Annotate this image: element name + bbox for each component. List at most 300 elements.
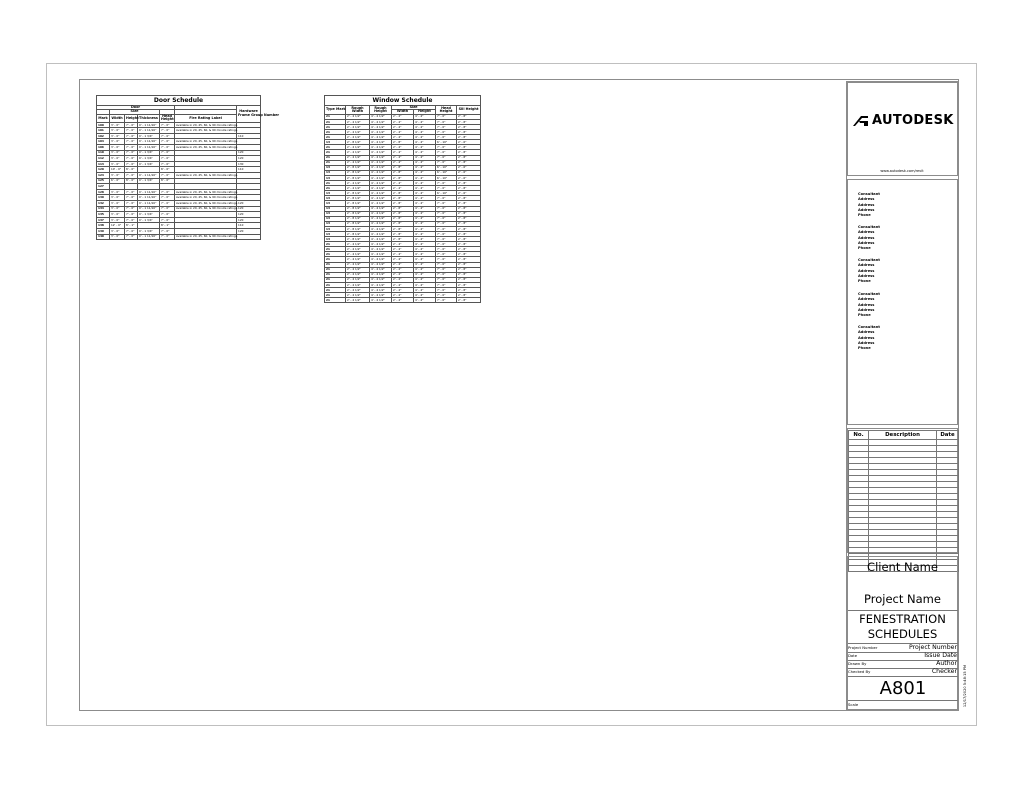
- window-cell: 2' - 8": [457, 211, 481, 216]
- window-cell: 21: [325, 242, 346, 247]
- window-cell: 6' - 10": [436, 191, 457, 196]
- door-cell: 6' - 0": [110, 178, 125, 184]
- window-cell: 2' - 8": [457, 247, 481, 252]
- window-cell: 4' - 4 1/2": [370, 201, 392, 206]
- consultant-line: Address: [858, 297, 875, 302]
- consultant-line: Consultant: [858, 325, 881, 329]
- window-cell: 4' - 4": [414, 125, 436, 130]
- door-cell: 0' - 1 3/4": [138, 161, 160, 167]
- window-cell: 4' - 4": [414, 145, 436, 150]
- window-cell: 2' - 4": [392, 272, 414, 277]
- window-cell: 21: [325, 150, 346, 155]
- window-cell: 2' - 8": [457, 282, 481, 287]
- consultant-block: [858, 225, 880, 251]
- window-cell: 7' - 0": [436, 201, 457, 206]
- window-cell: 4' - 4 1/2": [370, 211, 392, 216]
- door-cell: 0' - 1 11/16": [138, 200, 160, 206]
- window-cell: 7' - 0": [436, 186, 457, 191]
- door-col-fire-rating: Fire Rating Label: [175, 114, 237, 122]
- window-cell: 7' - 0": [436, 114, 457, 119]
- window-cell: 13: [325, 140, 346, 145]
- door-cell: 104: [97, 139, 110, 145]
- consultant-line: Phone: [858, 313, 871, 318]
- window-cell: 2' - 4 1/2": [346, 298, 370, 303]
- window-cell: 2' - 6": [457, 191, 481, 196]
- window-cell: 4' - 4 1/2": [370, 130, 392, 135]
- door-cell: 110: [97, 150, 110, 156]
- door-cell: [237, 234, 261, 240]
- door-schedule-title: Door Schedule: [96, 95, 261, 105]
- window-cell: 4' - 4": [414, 130, 436, 135]
- window-cell: 2' - 4 1/2": [346, 150, 370, 155]
- door-size-header: Size: [110, 110, 160, 114]
- window-cell: 21: [325, 114, 346, 119]
- door-cell: 3' - 0": [110, 234, 125, 240]
- window-cell: 2' - 6": [457, 170, 481, 175]
- window-cell: 4' - 4 1/2": [370, 175, 392, 180]
- window-cell: 4' - 4 1/2": [370, 216, 392, 221]
- door-cell: 7' - 0": [125, 206, 138, 212]
- door-cell: 7' - 0": [160, 145, 175, 151]
- window-cell: 2' - 8": [457, 201, 481, 206]
- scale-label: Scale: [848, 702, 859, 707]
- window-cell: 4' - 4": [414, 247, 436, 252]
- window-cell: 21: [325, 160, 346, 165]
- autodesk-logo-icon: [852, 114, 869, 126]
- window-cell: 4' - 4 1/2": [370, 206, 392, 211]
- door-cell: 7' - 0": [160, 234, 175, 240]
- window-cell: 7' - 0": [436, 226, 457, 231]
- door-cell: 12' - 0": [110, 223, 125, 229]
- consultant-line: Address: [858, 268, 875, 273]
- door-cell: 120: [237, 150, 261, 156]
- window-cell: 4' - 4 1/2": [370, 155, 392, 160]
- door-cell: Available in 20, 45, 60, & 90 minute ratings.: [176, 128, 238, 133]
- window-cell: 4' - 4": [414, 150, 436, 155]
- window-cell: 13: [325, 206, 346, 211]
- window-cell: 2' - 4 1/2": [346, 247, 370, 252]
- door-cell: Available in 20, 45, 60, & 90 minute ratings.: [176, 144, 238, 149]
- door-cell: 0' - 1 11/16": [138, 145, 160, 151]
- door-cell: 7' - 0": [125, 156, 138, 162]
- window-cell: 2' - 4": [392, 186, 414, 191]
- window-cell: 4' - 4 1/2": [370, 257, 392, 262]
- consultant-line: Address: [858, 235, 875, 240]
- consultant-line: Address: [858, 207, 875, 212]
- field-key: Date: [848, 653, 858, 658]
- window-cell: 4' - 4 1/2": [370, 186, 392, 191]
- window-cell: 2' - 4": [392, 119, 414, 124]
- window-cell: 4' - 4": [414, 181, 436, 186]
- door-cell: 7' - 0": [160, 206, 175, 212]
- door-cell: 3' - 0": [110, 206, 125, 212]
- window-cell: 2' - 4 1/2": [346, 282, 370, 287]
- window-cell: 4' - 4 1/2": [370, 181, 392, 186]
- door-cell: 7' - 0": [125, 128, 138, 134]
- window-cell: 7' - 0": [436, 272, 457, 277]
- window-cell: 4' - 4": [414, 277, 436, 282]
- window-cell: 2' - 4 1/2": [346, 114, 370, 119]
- window-cell: 4' - 4 1/2": [370, 145, 392, 150]
- door-cell: 127: [97, 184, 110, 190]
- door-cell: 7' - 0": [125, 234, 138, 240]
- window-cell: 13: [325, 170, 346, 175]
- window-cell: 7' - 0": [436, 125, 457, 130]
- window-cell: 2' - 8": [457, 226, 481, 231]
- window-cell: 2' - 8": [457, 119, 481, 124]
- window-cell: 13: [325, 165, 346, 170]
- window-cell: 2' - 8": [457, 288, 481, 293]
- window-cell: 2' - 4": [392, 135, 414, 140]
- window-cell: 7' - 0": [436, 262, 457, 267]
- window-cell: 2' - 4 1/2": [346, 119, 370, 124]
- window-cell: 21: [325, 145, 346, 150]
- window-cell: 2' - 4 1/2": [346, 262, 370, 267]
- window-cell: 4' - 4 1/2": [370, 247, 392, 252]
- door-col-head-height: Head Height: [161, 113, 174, 122]
- window-cell: 21: [325, 282, 346, 287]
- door-cell: 0' - 1 11/16": [138, 234, 160, 240]
- window-cell: 4' - 4 1/2": [370, 119, 392, 124]
- window-schedule-title: Window Schedule: [324, 95, 481, 105]
- consultant-line: Consultant: [858, 225, 881, 229]
- window-cell: 4' - 4 1/2": [370, 150, 392, 155]
- window-cell: 4' - 4": [414, 257, 436, 262]
- window-col-type-mark: Type Mark: [325, 106, 346, 115]
- door-cell: 7' - 0": [125, 217, 138, 223]
- window-cell: 4' - 4": [414, 262, 436, 267]
- door-cell: Available in 20, 45, 60, & 90 minute ratings.: [176, 195, 238, 200]
- door-cell: 120: [237, 156, 261, 162]
- consultant-block: [858, 192, 880, 218]
- window-cell: 2' - 4 1/2": [346, 242, 370, 247]
- window-cell: 2' - 8": [392, 216, 414, 221]
- door-cell: 3' - 0": [110, 145, 125, 151]
- door-cell: 7' - 0": [125, 150, 138, 156]
- door-cell: 8' - 1": [125, 223, 138, 229]
- window-cell: 13: [325, 216, 346, 221]
- window-cell: 2' - 8": [457, 145, 481, 150]
- door-cell: 7' - 0": [125, 145, 138, 151]
- field-value: Project Number: [909, 644, 957, 651]
- consultant-line: Address: [858, 263, 875, 268]
- window-cell: 2' - 8": [457, 186, 481, 191]
- window-cell: 4' - 4": [414, 170, 436, 175]
- window-cell: 2' - 4": [392, 160, 414, 165]
- window-cell: 2' - 4": [392, 155, 414, 160]
- door-cell: 7' - 0": [160, 133, 175, 139]
- window-cell: 4' - 4 1/2": [370, 191, 392, 196]
- door-cell: 3' - 0": [110, 217, 125, 223]
- window-cell: 7' - 0": [436, 160, 457, 165]
- consultant-block: [858, 258, 880, 284]
- window-cell: 13: [325, 211, 346, 216]
- door-cell: 3' - 0": [110, 172, 125, 178]
- window-cell: 2' - 4 1/2": [346, 155, 370, 160]
- window-cell: 13: [325, 191, 346, 196]
- door-cell: 3' - 0": [110, 212, 125, 218]
- window-cell: 2' - 8 1/2": [346, 175, 370, 180]
- window-cell: 2' - 4": [392, 282, 414, 287]
- window-cell: 4' - 4 1/2": [370, 252, 392, 257]
- door-cell: 3' - 0": [110, 161, 125, 167]
- door-cell: 135: [97, 212, 110, 218]
- window-cell: 7' - 0": [436, 267, 457, 272]
- window-cell: 4' - 4 1/2": [370, 288, 392, 293]
- window-cell: 2' - 8 1/2": [346, 170, 370, 175]
- window-cell: 2' - 4": [392, 114, 414, 119]
- door-cell: Available in 20, 45, 60, & 90 minute ratings.: [176, 234, 238, 239]
- window-cell: 2' - 8": [457, 267, 481, 272]
- window-cell: 21: [325, 262, 346, 267]
- field-key: Project Number: [848, 645, 878, 650]
- window-cell: 2' - 8 1/2": [346, 226, 370, 231]
- door-cell: 3' - 0": [110, 150, 125, 156]
- field-value: Issue Date: [924, 652, 957, 659]
- door-cell: 7' - 0": [125, 212, 138, 218]
- door-col-height: Height: [125, 114, 138, 122]
- window-cell: 21: [325, 125, 346, 130]
- window-col-rough-width: Rough Width: [346, 106, 370, 115]
- door-cell: 7' - 0": [160, 122, 175, 128]
- door-cell: 102: [97, 133, 110, 139]
- door-cell: 138: [97, 223, 110, 229]
- door-cell: 3' - 0": [110, 228, 125, 234]
- window-cell: 2' - 4 1/2": [346, 257, 370, 262]
- title-divider: [848, 610, 958, 611]
- door-cell: 3' - 0": [110, 139, 125, 145]
- door-cell: 7' - 0": [125, 122, 138, 128]
- window-cell: 4' - 4": [414, 252, 436, 257]
- window-col-width: Width: [392, 110, 414, 114]
- window-cell: 2' - 4": [392, 267, 414, 272]
- door-cell: Available in 20, 45, 60, & 90 minute ratings.: [176, 206, 238, 211]
- door-cell: 8' - 1": [160, 223, 175, 229]
- window-col-head-height: Head Height: [436, 106, 457, 115]
- consultant-line: Consultant: [858, 258, 881, 262]
- window-cell: 2' - 4": [392, 242, 414, 247]
- door-cell: 7' - 0": [160, 228, 175, 234]
- window-cell: 2' - 4": [392, 181, 414, 186]
- door-cell: 112: [97, 156, 110, 162]
- window-cell: 4' - 4 1/2": [370, 237, 392, 242]
- window-cell: 2' - 8 1/2": [346, 191, 370, 196]
- window-cell: 2' - 4 1/2": [346, 288, 370, 293]
- door-cell: 7' - 0": [125, 172, 138, 178]
- window-cell: 13: [325, 221, 346, 226]
- window-cell: 2' - 8": [392, 175, 414, 180]
- consultant-line: Address: [858, 197, 875, 202]
- window-cell: 21: [325, 130, 346, 135]
- window-cell: 4' - 4": [414, 288, 436, 293]
- window-cell: 2' - 8": [392, 170, 414, 175]
- window-col-height: Height: [414, 110, 436, 114]
- window-cell: 4' - 4": [414, 160, 436, 165]
- door-cell: 130: [97, 195, 110, 201]
- window-cell: 2' - 8": [457, 196, 481, 201]
- window-col-sill-height: Sill Height: [457, 106, 481, 115]
- window-cell: 13: [325, 226, 346, 231]
- window-cell: 4' - 4 1/2": [370, 114, 392, 119]
- window-cell: 2' - 8 1/2": [346, 231, 370, 236]
- door-cell: 0' - 1 3/4": [138, 156, 160, 162]
- window-cell: 2' - 4 1/2": [346, 160, 370, 165]
- door-cell: 7' - 0": [125, 189, 138, 195]
- window-cell: 4' - 4 1/2": [370, 226, 392, 231]
- door-cell: Available in 20, 45, 60, & 90 minute ratings.: [176, 189, 238, 194]
- door-cell: 7' - 0": [160, 128, 175, 134]
- window-cell: 21: [325, 288, 346, 293]
- window-cell: 6' - 10": [436, 170, 457, 175]
- window-cell: 4' - 4": [414, 119, 436, 124]
- door-cell: 0' - 1 11/16": [138, 189, 160, 195]
- window-cell: 7' - 0": [436, 277, 457, 282]
- door-cell: 134: [97, 206, 110, 212]
- door-cell: 7' - 0": [160, 139, 175, 145]
- rev-col-description: Description: [869, 431, 937, 440]
- door-cell: 7' - 0": [125, 139, 138, 145]
- door-cell: 120: [237, 212, 261, 218]
- field-value: Author: [936, 660, 957, 667]
- window-cell: 4' - 4 1/2": [370, 262, 392, 267]
- window-cell: 6' - 10": [436, 175, 457, 180]
- window-cell: 2' - 8": [457, 181, 481, 186]
- consultant-line: Address: [858, 273, 875, 278]
- window-cell: 2' - 6": [457, 175, 481, 180]
- door-cell: 7' - 0": [160, 217, 175, 223]
- window-cell: 7' - 0": [436, 252, 457, 257]
- window-cell: 2' - 4": [392, 145, 414, 150]
- door-cell: 3' - 0": [110, 156, 125, 162]
- window-cell: 2' - 8": [457, 252, 481, 257]
- door-cell: 0' - 1 11/16": [138, 122, 160, 128]
- door-col-frame-group: Frame Group Number: [238, 112, 280, 117]
- window-cell: 4' - 4": [414, 231, 436, 236]
- window-cell: 4' - 4": [414, 237, 436, 242]
- door-cell: 7' - 0": [160, 189, 175, 195]
- door-cell: 110: [237, 133, 261, 139]
- window-cell: 4' - 4 1/2": [370, 125, 392, 130]
- field-checked-by: [848, 668, 958, 677]
- consultant-block: [858, 325, 880, 351]
- window-cell: 7' - 0": [436, 221, 457, 226]
- window-cell: 21: [325, 267, 346, 272]
- door-cell: 7' - 0": [160, 212, 175, 218]
- door-cell: Available in 20, 45, 60, & 90 minute ratings.: [176, 139, 238, 144]
- window-cell: 2' - 8": [457, 216, 481, 221]
- window-cell: 2' - 8 1/2": [346, 206, 370, 211]
- door-cell: 7' - 0": [125, 133, 138, 139]
- door-cell: 0' - 1 3/4": [138, 217, 160, 223]
- window-cell: 4' - 4 1/2": [370, 170, 392, 175]
- door-cell: 7' - 0": [160, 161, 175, 167]
- door-cell: 120: [237, 217, 261, 223]
- window-cell: 4' - 4 1/2": [370, 293, 392, 298]
- window-cell: 21: [325, 186, 346, 191]
- window-cell: 4' - 4 1/2": [370, 282, 392, 287]
- window-cell: 2' - 8 1/2": [346, 201, 370, 206]
- window-cell: 2' - 8": [392, 206, 414, 211]
- door-group-header: Door: [97, 106, 175, 110]
- consultant-block: [858, 292, 880, 318]
- window-cell: 7' - 0": [436, 145, 457, 150]
- window-cell: 2' - 4": [392, 277, 414, 282]
- consultant-line: Consultant: [858, 292, 881, 296]
- window-cell: 7' - 0": [436, 293, 457, 298]
- door-cell: 8' - 0": [160, 178, 175, 184]
- door-cell: 120: [237, 200, 261, 206]
- door-cell: 3' - 0": [110, 122, 125, 128]
- sheet-title-line1: FENESTRATION: [859, 612, 946, 626]
- print-timestamp: 12/17/2020 5:48:15 PM: [963, 664, 967, 708]
- window-cell: 21: [325, 181, 346, 186]
- door-cell: Available in 20, 45, 60, & 90 minute ratings.: [176, 200, 238, 205]
- window-cell: 2' - 4": [392, 293, 414, 298]
- door-col-width: Width: [110, 114, 125, 122]
- window-cell: 4' - 4": [414, 206, 436, 211]
- window-cell: 2' - 8": [392, 211, 414, 216]
- window-cell: 4' - 4": [414, 226, 436, 231]
- door-cell: 139: [97, 228, 110, 234]
- consultant-line: Phone: [858, 213, 871, 218]
- window-cell: 7' - 0": [436, 282, 457, 287]
- window-cell: 21: [325, 272, 346, 277]
- window-cell: 2' - 4": [392, 252, 414, 257]
- window-cell: 6' - 10": [436, 140, 457, 145]
- window-cell: 4' - 4": [414, 186, 436, 191]
- door-cell: 0' - 1 11/16": [138, 206, 160, 212]
- window-schedule-table: [324, 95, 481, 303]
- window-cell: 2' - 6": [457, 140, 481, 145]
- window-cell: 4' - 4": [414, 298, 436, 303]
- website-link[interactable]: www.autodesk.com/revit: [880, 169, 924, 173]
- scale-divider: [848, 700, 958, 701]
- revisions-table: [848, 430, 959, 572]
- door-cell: 8' - 0": [125, 167, 138, 173]
- window-cell: 21: [325, 135, 346, 140]
- window-cell: 21: [325, 119, 346, 124]
- consultant-line: Consultant: [858, 192, 881, 196]
- consultant-line: Address: [858, 240, 875, 245]
- window-cell: 2' - 4 1/2": [346, 181, 370, 186]
- door-col-mark: Mark: [97, 114, 110, 122]
- consultant-line: Address: [858, 335, 875, 340]
- consultant-line: Address: [858, 202, 875, 207]
- window-cell: 2' - 4 1/2": [346, 267, 370, 272]
- door-cell: Available in 20, 45, 60, & 90 minute ratings.: [176, 122, 238, 127]
- door-cell: 7' - 0": [160, 195, 175, 201]
- consultant-line: Address: [858, 302, 875, 307]
- window-cell: 2' - 8": [392, 201, 414, 206]
- window-cell: 7' - 0": [436, 211, 457, 216]
- window-cell: 4' - 4": [414, 165, 436, 170]
- consultant-line: Address: [858, 230, 875, 235]
- door-cell: 3' - 0": [110, 128, 125, 134]
- window-cell: 2' - 8": [457, 257, 481, 262]
- window-cell: 2' - 8": [457, 221, 481, 226]
- window-cell: 7' - 0": [436, 257, 457, 262]
- door-cell: 7' - 0": [125, 200, 138, 206]
- door-cell: 0' - 1 3/4": [138, 133, 160, 139]
- field-key: Checked By: [848, 669, 871, 674]
- window-cell: 4' - 4": [414, 211, 436, 216]
- window-cell: 13: [325, 196, 346, 201]
- window-cell: 2' - 8": [457, 231, 481, 236]
- window-row: [325, 298, 481, 303]
- door-cell: Available in 20, 45, 60, & 90 minute ratings.: [176, 172, 238, 177]
- window-cell: 4' - 4 1/2": [370, 196, 392, 201]
- door-cell: 100: [97, 122, 110, 128]
